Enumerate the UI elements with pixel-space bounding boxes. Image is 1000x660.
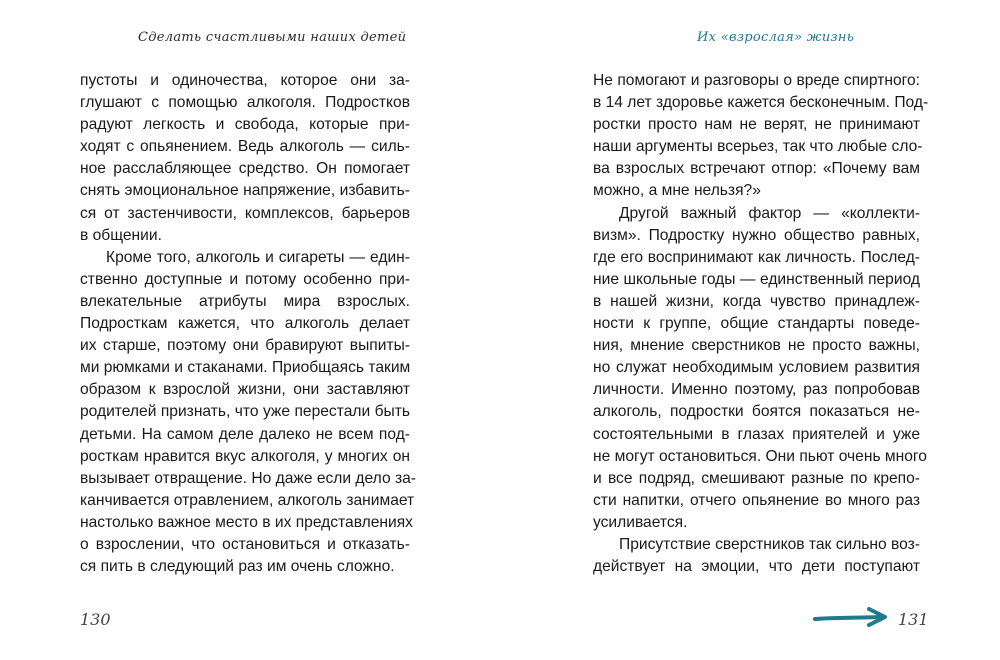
text-line: состоятельными в глазах приятелей и уже [593,425,920,443]
text-line: влекательные атрибуты мира взрослых. [80,292,410,310]
text-line: наши аргументы всерьез, так что любые сло- [593,138,923,156]
right-body-text [593,70,929,578]
paragraph [593,534,920,578]
text-line: ся пить в следующий раз им очень сложно. [80,558,395,576]
text-line: в нашей жизни, когда чувство принадлеж- [593,292,920,310]
right-page [500,0,1000,660]
text-line: их старше, поэтому они бравируют выпиты- [80,337,410,355]
text-line: радуют легкость и свобода, которые при- [80,116,410,134]
text-line: канчивается отравлением, алкоголь занимает [80,491,415,509]
text-line: не могут остановиться. Они пьют очень много [593,447,927,465]
text-line: и все подряд, смешивают разные по крепо- [593,469,920,487]
text-line: росткам нравится вкус алкоголя, у многих он [80,447,410,465]
text-line: вызывает отвращение. Но даже если дело за- [80,469,416,487]
text-line: Не помогают и разговоры о вреде спиртного: [593,72,920,89]
paragraph [80,70,410,247]
paragraph [593,70,929,203]
text-line: ния, мнение сверстников не просто важны, [593,337,920,355]
text-line: в 14 лет здоровье кажется бесконечным. Под- [593,94,929,112]
text-line: усиливается. [593,513,688,531]
text-line: снять эмоциональное напряжение, избавить- [80,182,410,200]
page-number-left: 130 [80,610,111,629]
text-line: Подросткам кажется, что алкоголь делает [80,315,410,333]
text-line: алкоголь, подростки боятся показаться не- [593,403,920,421]
text-line: сти напитки, отчего опьянение во много раз [593,491,920,509]
text-line: ми рюмками и стаканами. Приобщаясь таким [80,359,411,377]
text-line: Кроме того, алкоголь и сигареты — един- [106,248,410,266]
running-head-left: Сделать счастливыми наших детей [138,30,407,45]
text-line: образом к взрослой жизни, они заставляют [80,381,410,399]
text-line: ственно доступные и потому особенно при- [80,270,410,288]
text-line: действует на эмоции, что дети поступают [593,558,920,576]
text-line: родителей признать, что уже перестали быть [80,403,410,421]
text-line: в общении. [80,226,162,244]
text-line: Присутствие сверстников так сильно воз- [619,535,920,553]
running-head-right: Их «взрослая» жизнь [697,30,855,45]
text-line: личности. Именно поэтому, раз попробовав [593,381,920,399]
page-number-right: 131 [898,610,929,629]
text-line: о взрослении, что остановиться и отказать- [80,535,410,553]
text-line: ся от застенчивости, комплексов, барьеров [80,204,410,222]
text-line: визм». Подростку нужно общество равных, [593,226,920,244]
text-line: ное расслабляющее средство. Он помогает [80,160,410,178]
left-body-text [80,70,416,578]
text-line: ва взрослых встречают отпор: «Почему вам [593,160,920,178]
text-line: ности к группе, общие стандарты поведе- [593,315,920,333]
paragraph [593,203,927,534]
text-line: ходят с опьянением. Ведь алкоголь — силь- [80,138,410,156]
text-line: детьми. На самом деле далеко не всем под- [80,425,410,443]
text-line: настолько важное место в их представлениях [80,513,413,531]
next-page-arrow-icon [813,606,889,628]
text-line: ростки просто нам не верят, не принимают [593,116,920,134]
text-line: пустоты и одиночества, которое они за- [80,72,410,89]
text-line: где его воспринимают как личность. Послед- [593,248,920,266]
text-line: можно, а мне нельзя?» [593,182,761,200]
text-line: но служат необходимым условием развития [593,359,920,377]
text-line: Другой важный фактор — «коллекти- [619,204,920,222]
text-line: глушают с помощью алкоголя. Подростков [80,94,410,112]
text-line: ние школьные годы — единственный период [593,270,920,288]
paragraph [80,247,416,578]
